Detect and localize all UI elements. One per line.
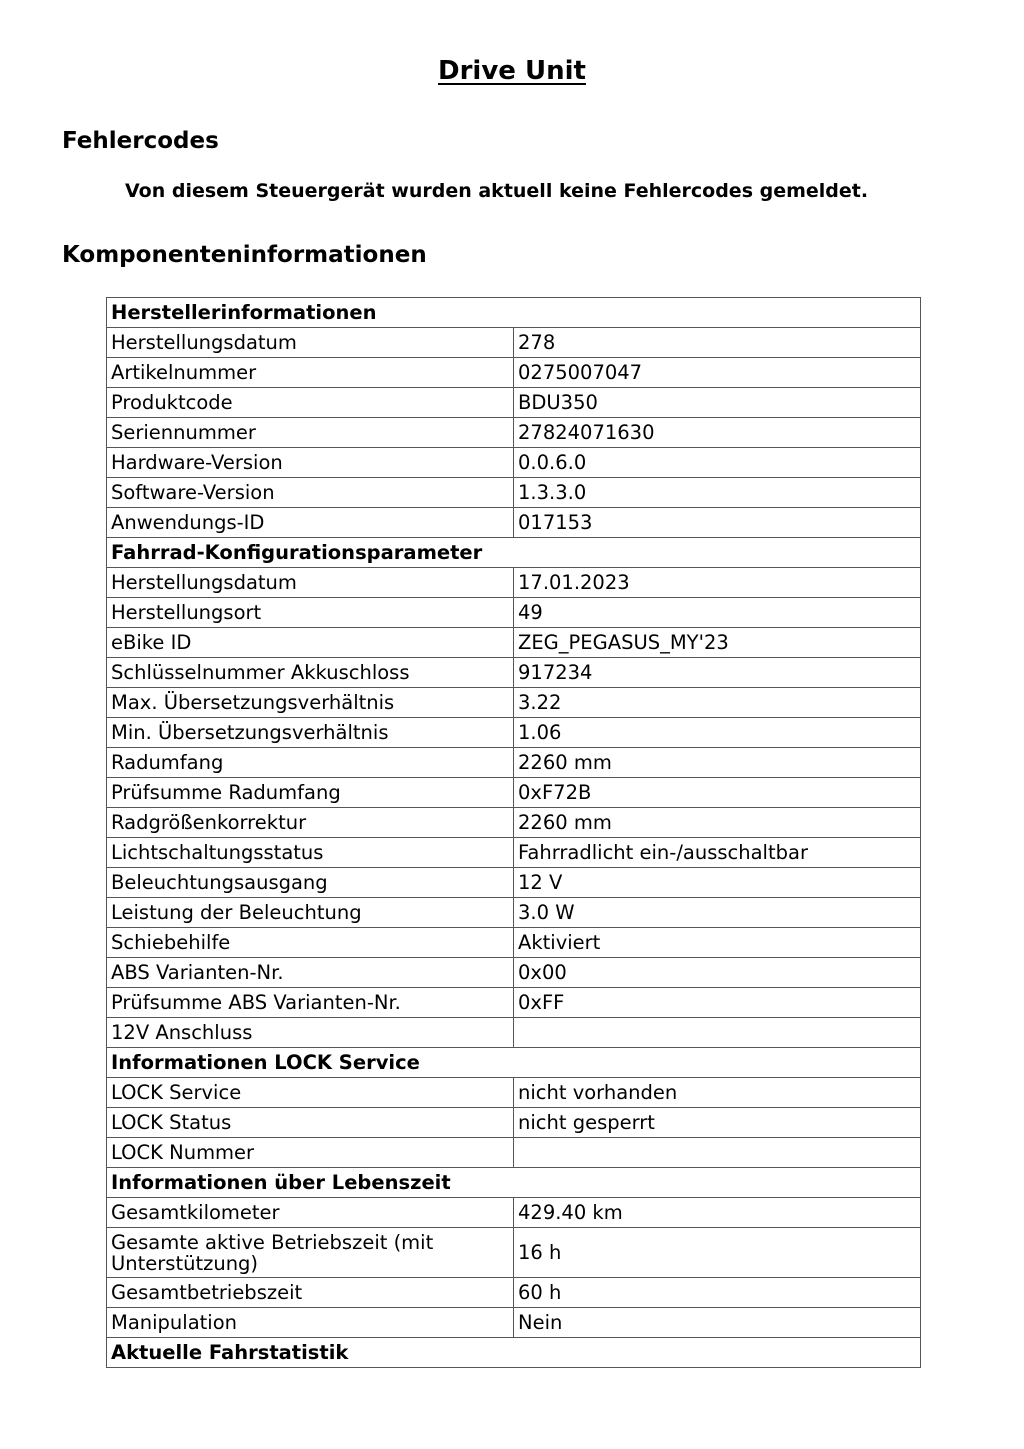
row-value: 49 — [514, 598, 921, 628]
table-row — [107, 1078, 921, 1108]
row-label: Schiebehilfe — [107, 928, 514, 958]
row-value: 16 h — [514, 1228, 921, 1278]
row-label: LOCK Nummer — [107, 1138, 514, 1168]
row-value — [514, 1018, 921, 1048]
row-label: LOCK Service — [107, 1078, 514, 1108]
row-label: Herstellungsdatum — [107, 568, 514, 598]
row-label: Radumfang — [107, 748, 514, 778]
row-value: 60 h — [514, 1278, 921, 1308]
table-row — [107, 688, 921, 718]
table-row — [107, 988, 921, 1018]
table-row — [107, 388, 921, 418]
section-title: Fahrrad-Konfigurationsparameter — [107, 538, 921, 568]
row-label: Min. Übersetzungsverhältnis — [107, 718, 514, 748]
row-value: 429.40 km — [514, 1198, 921, 1228]
row-value: BDU350 — [514, 388, 921, 418]
table-row — [107, 718, 921, 748]
row-label: Schlüsselnummer Akkuschloss — [107, 658, 514, 688]
row-label: Gesamte aktive Betriebszeit (mit Unterstützung) — [107, 1228, 514, 1278]
table-row — [107, 1138, 921, 1168]
table-row — [107, 1018, 921, 1048]
row-value: 2260 mm — [514, 748, 921, 778]
section-header-row — [107, 1168, 921, 1198]
row-label: Manipulation — [107, 1308, 514, 1338]
table-row — [107, 928, 921, 958]
table-row — [107, 598, 921, 628]
table-row — [107, 448, 921, 478]
table-row — [107, 418, 921, 448]
section-title: Herstellerinformationen — [107, 298, 921, 328]
table-row — [107, 1108, 921, 1138]
row-value: 278 — [514, 328, 921, 358]
table-row — [107, 628, 921, 658]
row-label: ABS Varianten-Nr. — [107, 958, 514, 988]
row-label: Seriennummer — [107, 418, 514, 448]
row-value: 17.01.2023 — [514, 568, 921, 598]
row-value: 1.06 — [514, 718, 921, 748]
row-label: 12V Anschluss — [107, 1018, 514, 1048]
row-value: 017153 — [514, 508, 921, 538]
row-label: eBike ID — [107, 628, 514, 658]
table-row — [107, 1308, 921, 1338]
row-label: Radgrößenkorrektur — [107, 808, 514, 838]
row-label: Prüfsumme Radumfang — [107, 778, 514, 808]
section-title: Aktuelle Fahrstatistik — [107, 1338, 921, 1368]
row-label: LOCK Status — [107, 1108, 514, 1138]
row-value: 0xFF — [514, 988, 921, 1018]
row-label: Leistung der Beleuchtung — [107, 898, 514, 928]
row-value: Nein — [514, 1308, 921, 1338]
row-value — [514, 1138, 921, 1168]
row-value: Aktiviert — [514, 928, 921, 958]
row-label: Gesamtbetriebszeit — [107, 1278, 514, 1308]
table-row — [107, 1278, 921, 1308]
table-row — [107, 838, 921, 868]
section-title: Informationen LOCK Service — [107, 1048, 921, 1078]
table-row — [107, 358, 921, 388]
fehlercodes-message: Von diesem Steuergerät wurden aktuell keine Fehlercodes gemeldet. — [125, 180, 869, 202]
row-label: Hardware-Version — [107, 448, 514, 478]
row-value: Fahrradlicht ein-/ausschaltbar — [514, 838, 921, 868]
row-label: Anwendungs-ID — [107, 508, 514, 538]
row-label: Prüfsumme ABS Varianten-Nr. — [107, 988, 514, 1018]
component-info-table-body — [107, 298, 921, 1368]
section-title: Informationen über Lebenszeit — [107, 1168, 921, 1198]
row-value: 917234 — [514, 658, 921, 688]
komponenten-heading: Komponenteninformationen — [62, 242, 427, 268]
table-row — [107, 508, 921, 538]
fehlercodes-heading: Fehlercodes — [62, 128, 219, 154]
section-header-row — [107, 1338, 921, 1368]
row-label: Herstellungsdatum — [107, 328, 514, 358]
row-label: Gesamtkilometer — [107, 1198, 514, 1228]
table-row — [107, 748, 921, 778]
row-label: Max. Übersetzungsverhältnis — [107, 688, 514, 718]
row-value: ZEG_PEGASUS_MY'23 — [514, 628, 921, 658]
row-label: Artikelnummer — [107, 358, 514, 388]
row-value: 0xF72B — [514, 778, 921, 808]
row-value: 0275007047 — [514, 358, 921, 388]
row-value: 1.3.3.0 — [514, 478, 921, 508]
table-row — [107, 898, 921, 928]
row-label: Beleuchtungsausgang — [107, 868, 514, 898]
table-row — [107, 568, 921, 598]
section-header-row — [107, 1048, 921, 1078]
table-row — [107, 1228, 921, 1278]
table-row — [107, 1198, 921, 1228]
row-value: nicht gesperrt — [514, 1108, 921, 1138]
row-label: Produktcode — [107, 388, 514, 418]
row-label: Lichtschaltungsstatus — [107, 838, 514, 868]
page-title — [0, 56, 1024, 86]
row-value: 0.0.6.0 — [514, 448, 921, 478]
component-info-table — [106, 297, 921, 1368]
table-row — [107, 808, 921, 838]
row-value: 2260 mm — [514, 808, 921, 838]
table-row — [107, 958, 921, 988]
section-header-row — [107, 298, 921, 328]
table-row — [107, 658, 921, 688]
table-row — [107, 328, 921, 358]
section-header-row — [107, 538, 921, 568]
page-title-text: Drive Unit — [438, 56, 586, 86]
row-label: Software-Version — [107, 478, 514, 508]
row-value: 3.22 — [514, 688, 921, 718]
row-value: 12 V — [514, 868, 921, 898]
table-row — [107, 868, 921, 898]
table-row — [107, 778, 921, 808]
table-row — [107, 478, 921, 508]
row-label: Herstellungsort — [107, 598, 514, 628]
row-value: nicht vorhanden — [514, 1078, 921, 1108]
row-value: 3.0 W — [514, 898, 921, 928]
row-value: 0x00 — [514, 958, 921, 988]
row-value: 27824071630 — [514, 418, 921, 448]
